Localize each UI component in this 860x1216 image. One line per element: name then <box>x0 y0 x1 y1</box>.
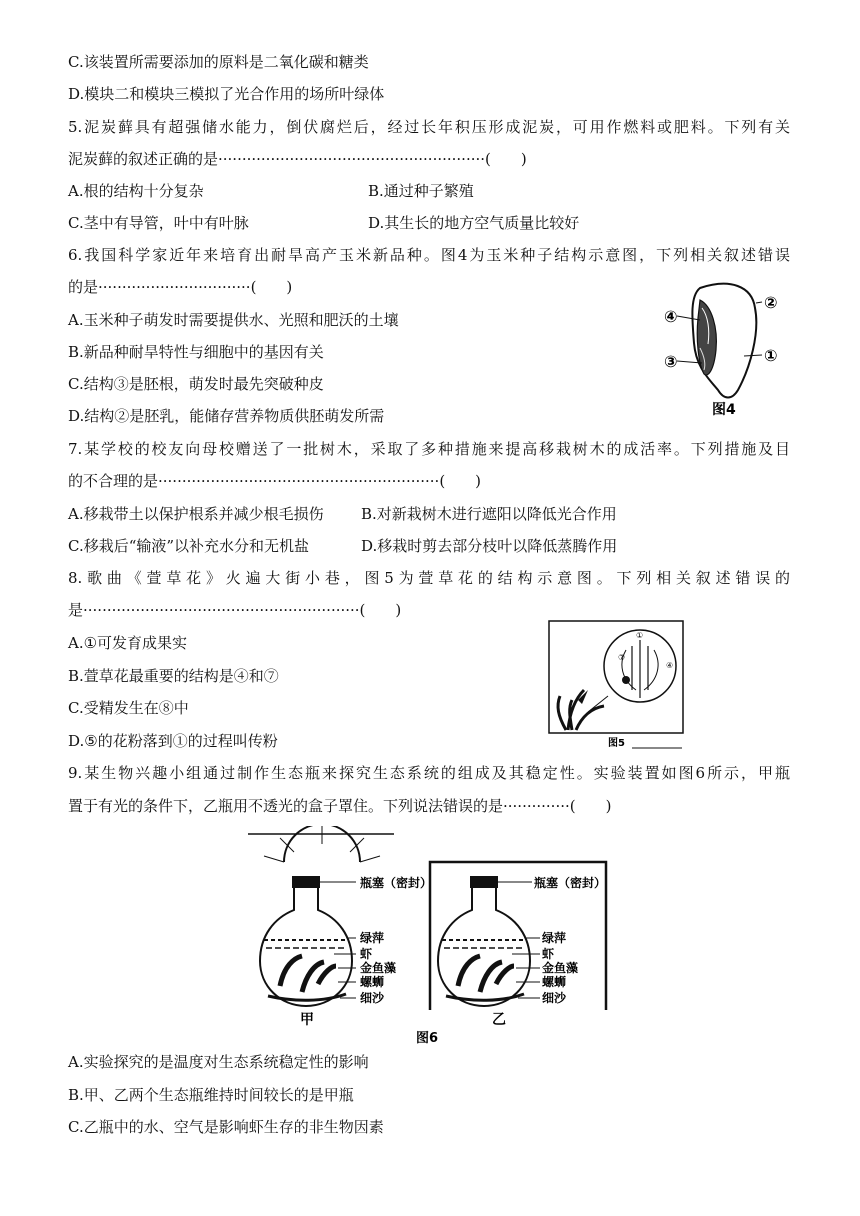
seed-marker-2: ② <box>764 293 778 312</box>
q5-option-a: A.根的结构十分复杂 <box>68 182 204 200</box>
label-hornwort-jia: 金鱼藻 <box>360 961 397 975</box>
q5-stem-line1: 5.泥炭藓具有超强储水能力，倒伏腐烂后，经过长年积压形成泥炭，可用作燃料或肥料。下列有关 <box>68 118 790 136</box>
q5-stem-line2: 泥炭藓的叙述正确的是························································( ) <box>68 150 527 168</box>
q5-option-b: B.通过种子繁殖 <box>368 182 474 200</box>
jar-label-yi: 乙 <box>492 1012 506 1028</box>
q6-stem-line1: 6.我国科学家近年来培育出耐旱高产玉米新品种。图4为玉米种子结构示意图，下列相关叙述错误 <box>68 246 790 264</box>
label-snail-jia: 螺蛳 <box>360 975 385 989</box>
q9-stem-line1: 9.某生物兴趣小组通过制作生态瓶来探究生态系统的组成及其稳定性。实验装置如图6所示，甲瓶 <box>68 764 790 782</box>
q9-option-a: A.实验探究的是温度对生态系统稳定性的影响 <box>68 1053 369 1071</box>
bottle-yi <box>438 876 530 1006</box>
stopper-label-yi: 瓶塞（密封） <box>534 876 607 890</box>
sun-icon <box>248 826 394 862</box>
q7-option-c: C.移栽后“输液”以补充水分和无机盐 <box>68 537 310 555</box>
q9-option-c: C.乙瓶中的水、空气是影响虾生存的非生物因素 <box>68 1118 384 1136</box>
q6-option-a: A.玉米种子萌发时需要提供水、光照和肥沃的土壤 <box>68 311 399 329</box>
q7-option-b: B.对新栽树木进行遮阳以降低光合作用 <box>361 505 617 523</box>
label-duckweed-yi: 绿萍 <box>542 931 567 945</box>
corn-seed-figure <box>660 278 790 418</box>
jar-label-jia: 甲 <box>300 1012 314 1028</box>
label-sand-yi: 细沙 <box>542 991 567 1005</box>
q8-option-a: A.①可发育成果实 <box>68 634 188 652</box>
label-sand-jia: 细沙 <box>360 991 385 1005</box>
seed-marker-3: ③ <box>664 352 678 371</box>
q7-stem-line1: 7.某学校的校友向母校赠送了一批树木，采取了多种措施来提高移栽树木的成活率。下列措施及目 <box>68 440 790 458</box>
q8-option-c: C.受精发生在⑧中 <box>68 699 189 717</box>
seed-marker-1: ① <box>764 346 778 365</box>
q9-stem-line2: 置于有光的条件下，乙瓶用不透光的盒子罩住。下列说法错误的是··············( ) <box>68 797 612 815</box>
figure-6-caption: 图6 <box>416 1031 439 1046</box>
seed-marker-4: ④ <box>664 307 678 326</box>
flower-marker-1: ① <box>636 631 644 640</box>
q6-option-c: C.结构③是胚根，萌发时最先突破种皮 <box>68 375 324 393</box>
q5-option-c: C.茎中有导管，叶中有叶脉 <box>68 214 249 232</box>
label-duckweed-jia: 绿萍 <box>360 931 385 945</box>
label-snail-yi: 螺蛳 <box>542 975 567 989</box>
q6-option-b: B.新品种耐旱特性与细胞中的基因有关 <box>68 343 324 361</box>
label-shrimp-jia: 虾 <box>360 947 373 961</box>
q9-option-b: B.甲、乙两个生态瓶维持时间较长的是甲瓶 <box>68 1086 354 1104</box>
q6-option-d: D.结构②是胚乳，能储存营养物质供胚萌发所需 <box>68 407 385 425</box>
q7-stem-line2: 的不合理的是···························································( ) <box>68 472 482 490</box>
label-hornwort-yi: 金鱼藻 <box>542 961 579 975</box>
q7-option-a: A.移栽带土以保护根系并减少根毛损伤 <box>68 505 324 523</box>
daylily-flower-figure <box>548 620 688 752</box>
q8-option-b: B.萱草花最重要的结构是④和⑦ <box>68 667 279 685</box>
q8-stem-line2: 是··························································( ) <box>68 601 402 619</box>
q5-option-d: D.其生长的地方空气质量比较好 <box>368 214 580 232</box>
flower-marker-4: ④ <box>666 661 674 670</box>
q8-stem-line1: 8.歌曲《萱草花》火遍大街小巷，图5为萱草花的结构示意图。下列相关叙述错误的 <box>68 569 790 587</box>
q8-option-d: D.⑤的花粉落到①的过程叫传粉 <box>68 732 278 750</box>
figure-4-caption: 图4 <box>712 402 736 418</box>
bottle-jia <box>260 876 352 1006</box>
flower-marker-7: ⑦ <box>618 653 626 662</box>
stopper-label-jia: 瓶塞（密封） <box>360 876 433 890</box>
label-shrimp-yi: 虾 <box>542 947 555 961</box>
q6-stem-line2: 的是································( ) <box>68 278 293 296</box>
eco-bottle-figure <box>244 826 624 1048</box>
q4-option-d: D.模块二和模块三模拟了光合作用的场所叶绿体 <box>68 85 385 103</box>
q4-option-c: C.该装置所需要添加的原料是二氧化碳和糖类 <box>68 53 369 71</box>
figure-5-caption: 图5 <box>608 738 625 749</box>
q7-option-d: D.移栽时剪去部分枝叶以降低蒸腾作用 <box>361 537 618 555</box>
